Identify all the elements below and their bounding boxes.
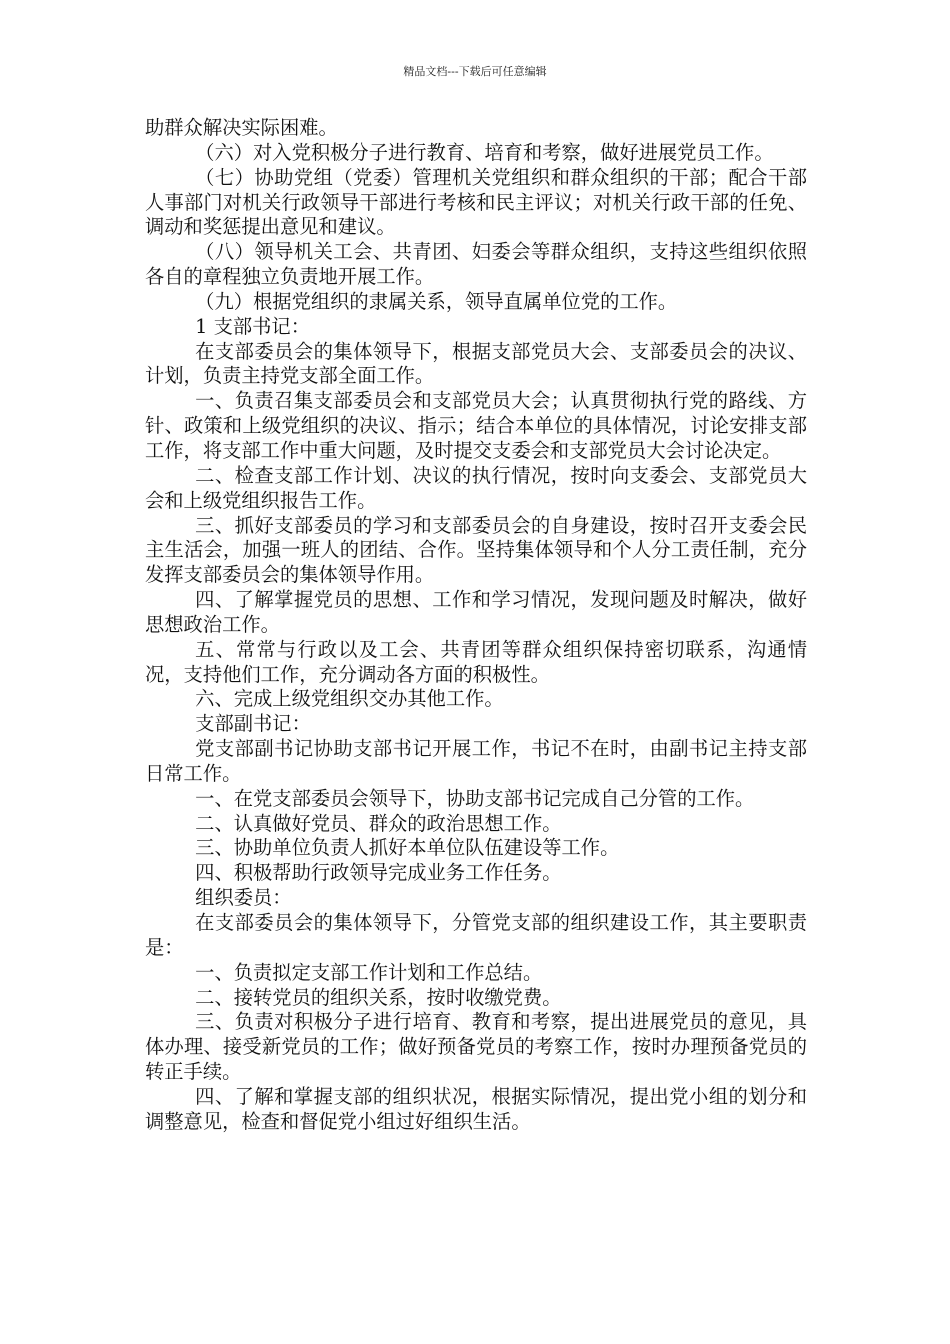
paragraph: 四、积极帮助行政领导完成业务工作任务。 <box>195 861 562 885</box>
paragraph: 六、完成上级党组织交办其他工作。 <box>195 687 504 711</box>
paragraph: 四、了解和掌握支部的组织状况，根据实际情况，提出党小组的划分和调整意见，检查和督促党小组过好组织生活。 <box>145 1084 807 1133</box>
paragraph: 支部副书记： <box>195 712 311 736</box>
paragraph: 党支部副书记协助支部书记开展工作，书记不在时，由副书记主持支部日常工作。 <box>145 737 807 785</box>
document-body <box>145 116 807 1135</box>
paragraph: 二、检查支部工作计划、决议的执行情况，按时向支委会、支部党员大会和上级党组织报告工作。 <box>145 463 807 512</box>
paragraph: 三、抓好支部委员的学习和支部委员会的自身建设，按时召开支委会民主生活会，加强一班人的团结、合作。坚持集体领导和个人分工责任制，充分发挥支部委员会的集体领导作用。 <box>145 513 807 587</box>
paragraph: （七）协助党组（党委）管理机关党组织和群众组织的干部；配合干部人事部门对机关行政领导干部进行考核和民主评议；对机关行政干部的任免、调动和奖惩提出意见和建议。 <box>145 165 807 239</box>
paragraph: 1 支部书记： <box>195 314 310 338</box>
paragraph: 四、了解掌握党员的思想、工作和学习情况，发现问题及时解决，做好思想政治工作。 <box>145 588 807 636</box>
paragraph: 三、协助单位负责人抓好本单位队伍建设等工作。 <box>195 836 620 860</box>
paragraph: 一、在党支部委员会领导下，协助支部书记完成自己分管的工作。 <box>195 786 755 810</box>
paragraph: 组织委员： <box>195 886 292 910</box>
paragraph: 五、常常与行政以及工会、共青团等群众组织保持密切联系，沟通情况，支持他们工作，充分调动各方面的积极性。 <box>145 637 807 686</box>
page-header: 精品文档---下载后可任意编辑 <box>403 65 547 78</box>
paragraph: 在支部委员会的集体领导下，分管党支部的组织建设工作，其主要职责是： <box>145 911 807 959</box>
paragraph: 助群众解决实际困难。 <box>145 116 338 139</box>
paragraph: 二、认真做好党员、群众的政治思想工作。 <box>195 811 562 835</box>
paragraph: （六）对入党积极分子进行教育、培育和考察，做好进展党员工作。 <box>195 140 774 164</box>
paragraph: 一、负责拟定支部工作计划和工作总结。 <box>195 960 543 984</box>
paragraph: （九）根据党组织的隶属关系，领导直属单位党的工作。 <box>195 289 678 313</box>
paragraph: 在支部委员会的集体领导下，根据支部党员大会、支部委员会的决议、计划，负责主持党支部全面工作。 <box>145 339 807 388</box>
paragraph: 二、接转党员的组织关系，按时收缴党费。 <box>195 985 562 1009</box>
paragraph: 三、负责对积极分子进行培育、教育和考察，提出进展党员的意见，具体办理、接受新党员的工作；做好预备党员的考察工作，按时办理预备党员的转正手续。 <box>145 1010 807 1084</box>
paragraph: （八）领导机关工会、共青团、妇委会等群众组织，支持这些组织依照各自的章程独立负责地开展工作。 <box>145 240 807 289</box>
paragraph: 一、负责召集支部委员会和支部党员大会；认真贯彻执行党的路线、方针、政策和上级党组织的决议、指示；结合本单位的具体情况，讨论安排支部工作，将支部工作中重大问题，及时提交支委会和支部党员大会讨论决定。 <box>145 389 807 462</box>
